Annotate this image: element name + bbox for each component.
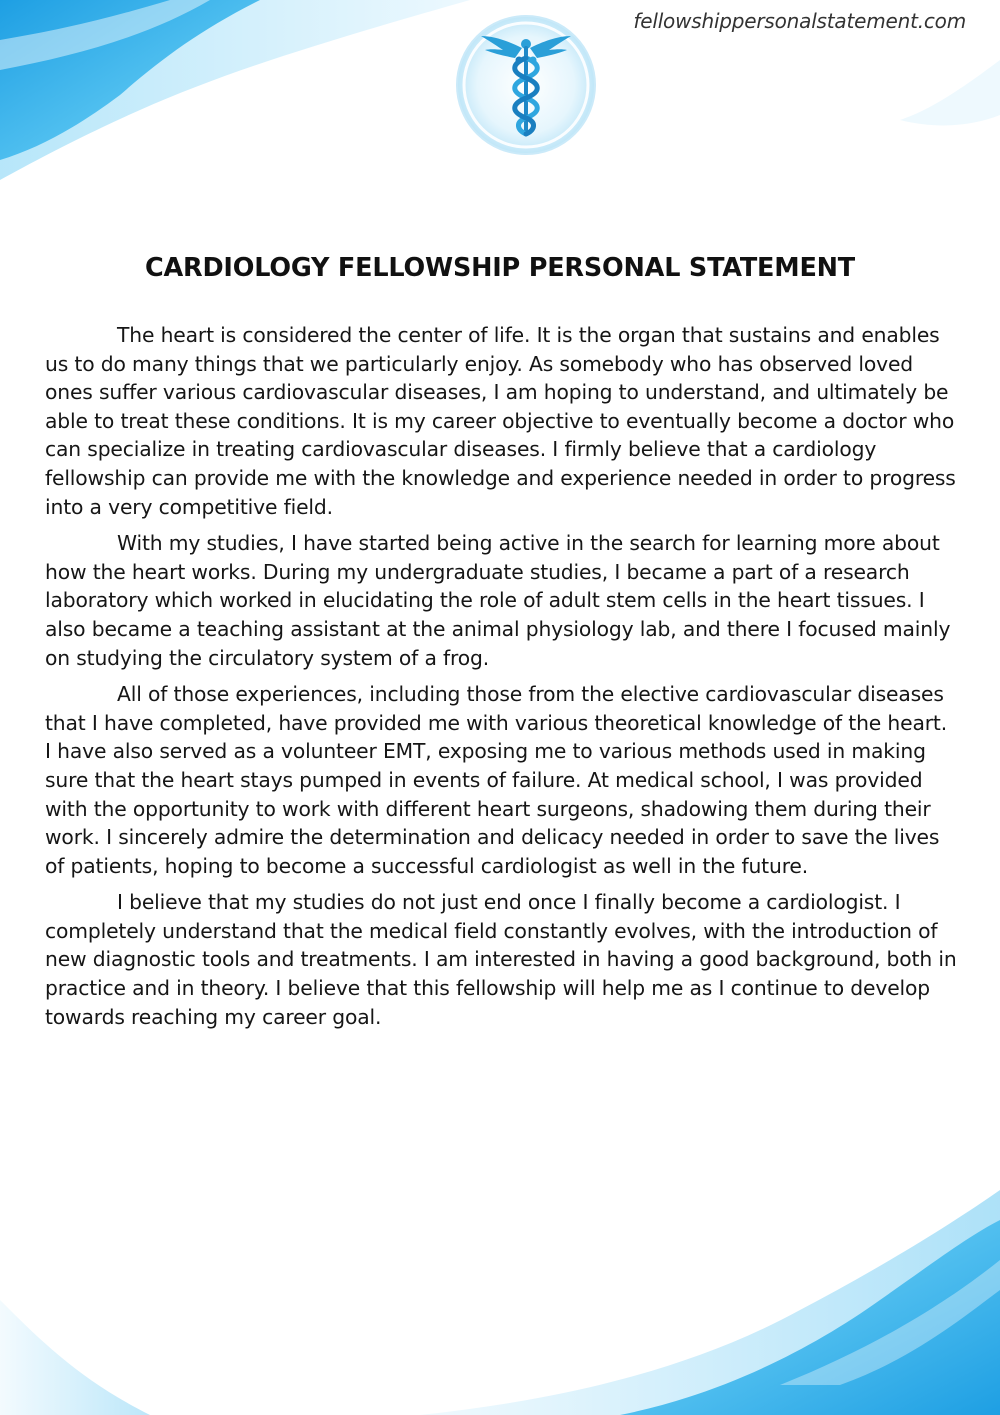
caduceus-icon: [455, 14, 597, 156]
paragraph: With my studies, I have started being active in the search for learning more about how the heart works. During my undergraduate studies, I became a part of a research laboratory which worked in elucidating the role of adult stem cells in the heart tissues. I also became a teaching assistant at the animal physiology lab, and there I focused mainly on studying the circulatory system of a frog.: [45, 531, 951, 670]
paragraph: I believe that my studies do not just end once I finally become a cardiologist. I completely understand that the medical field constantly evolves, with the introduction of new diagnostic tools and treatments. I am interested in having a good background, both in practice and in theory. I believe that this fellowship will help me as I continue to develop towards reaching my career goal.: [45, 890, 957, 1029]
site-url: fellowshippersonalstatement.com: [633, 9, 966, 33]
paragraph: The heart is considered the center of life. It is the organ that sustains and enables us to do many things that we particularly enjoy. As somebody who has observed loved ones suffer various cardiovascular diseases, I am hoping to understand, and ultimately be able to treat these conditions. It is my career objective to eventually become a doctor who can specialize in treating cardiovascular diseases. I firmly believe that a cardiology fellowship can provide me with the knowledge and experience needed in order to progress into a very competitive field.: [45, 323, 956, 519]
document-title: CARDIOLOGY FELLOWSHIP PERSONAL STATEMENT: [144, 253, 855, 283]
document-body: [45, 321, 958, 1039]
paragraph: All of those experiences, including those from the elective cardiovascular diseases that I have completed, have provided me with various theoretical knowledge of the heart. I have also served as a volunteer EMT, exposing me to various methods used in making sure that the heart stays pumped in events of failure. At medical school, I was provided with the opportunity to work with different heart surgeons, shadowing them during their work. I sincerely admire the determination and delicacy needed in order to save the lives of patients, hoping to become a successful cardiologist as well in the future.: [45, 682, 948, 878]
